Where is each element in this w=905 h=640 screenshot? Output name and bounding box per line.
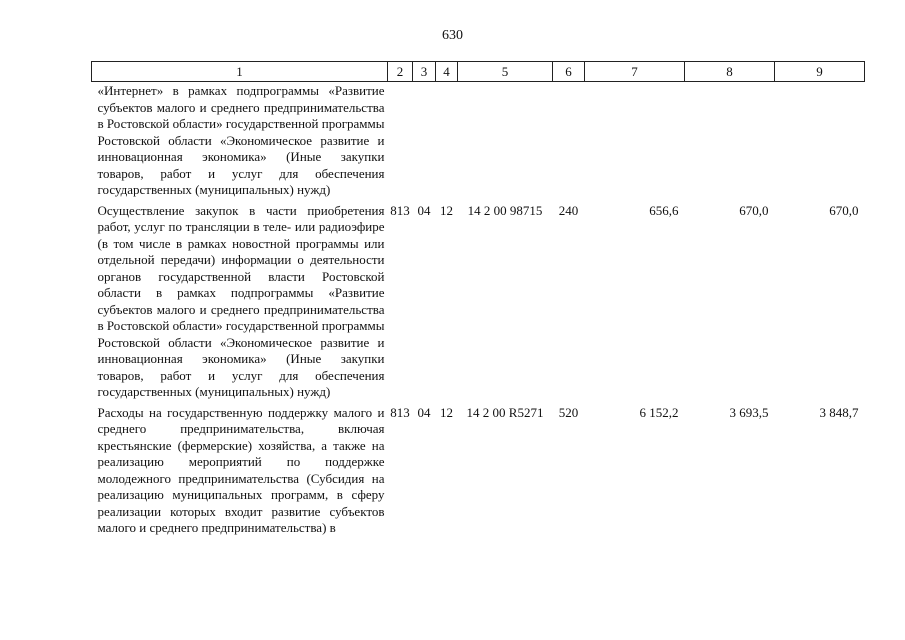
subsection-code: 12 — [440, 202, 453, 218]
column-header: 9 — [775, 62, 865, 82]
column-header: 4 — [436, 62, 458, 82]
section-code: 04 — [417, 404, 431, 420]
column-header: 3 — [413, 62, 436, 82]
ministry-code: 813 — [390, 202, 410, 218]
target-article-code: 14 2 00 R5271 — [466, 404, 544, 420]
section-code: 04 — [417, 202, 431, 218]
expense-type-code: 520 — [558, 404, 579, 420]
amount-col-9 — [775, 82, 865, 199]
expense-type-code — [553, 82, 585, 199]
target-article-code — [458, 82, 553, 199]
amount-col-7: 656,6 — [649, 202, 679, 218]
table-row — [92, 82, 865, 199]
amount-col-8 — [685, 82, 775, 199]
subsection-code: 12 — [440, 404, 453, 420]
amount-col-7 — [585, 82, 685, 199]
ministry-code: 813 — [390, 404, 410, 420]
table-row — [92, 199, 865, 401]
expense-type-code: 240 — [558, 202, 579, 218]
column-header: 8 — [685, 62, 775, 82]
amount-col-8: 3 693,5 — [729, 404, 769, 420]
subsection-code — [436, 82, 458, 199]
column-header: 1 — [92, 62, 388, 82]
budget-table — [91, 61, 865, 537]
section-code — [413, 82, 436, 199]
row-description: «Интернет» в рамках подпрограммы «Развитие субъектов малого и среднего предпринимательства в Ростовской области» государственной программы Ростовской области «Экономическое развитие и инновационная экономика» (Иные закупки товаров, работ и услуг для обеспечения государственных (муниципальных) нужд) — [97, 83, 385, 197]
amount-col-7: 6 152,2 — [639, 404, 679, 420]
column-header: 6 — [553, 62, 585, 82]
column-header: 5 — [458, 62, 553, 82]
row-description: Осуществление закупок в части приобретения работ, услуг по трансляции в теле- или радиоэфире (в том числе в рамках новостной программы или отдельной передачи) информации о деятельности органов государственной власти Ростовской области в рамках подпрограммы «Развитие субъектов малого и среднего предпринимательства в Ростовской области» государственной программы Ростовской области «Экономическое развитие и инновационная экономика» (Иные закупки товаров, работ и услуг для обеспечения государственных (муниципальных) нужд) — [97, 202, 385, 399]
column-header: 7 — [585, 62, 685, 82]
target-article-code: 14 2 00 98715 — [467, 202, 543, 218]
ministry-code — [388, 82, 413, 199]
row-description: Расходы на государственную поддержку малого и среднего предпринимательства, включая крестьянские (фермерские) хозяйства, а также на реализацию мероприятий по поддержке молодежного предпринимательства (Субсидия на реализацию муниципальных программ, в сферу реализации которых входит развитие субъектов малого и среднего предпринимательства) в — [97, 404, 385, 535]
amount-col-9: 670,0 — [829, 202, 859, 218]
amount-col-8: 670,0 — [739, 202, 769, 218]
column-header: 2 — [388, 62, 413, 82]
amount-col-9: 3 848,7 — [819, 404, 859, 420]
table-row — [92, 401, 865, 537]
column-number-header — [92, 62, 865, 82]
page-number: 630 — [442, 28, 463, 43]
